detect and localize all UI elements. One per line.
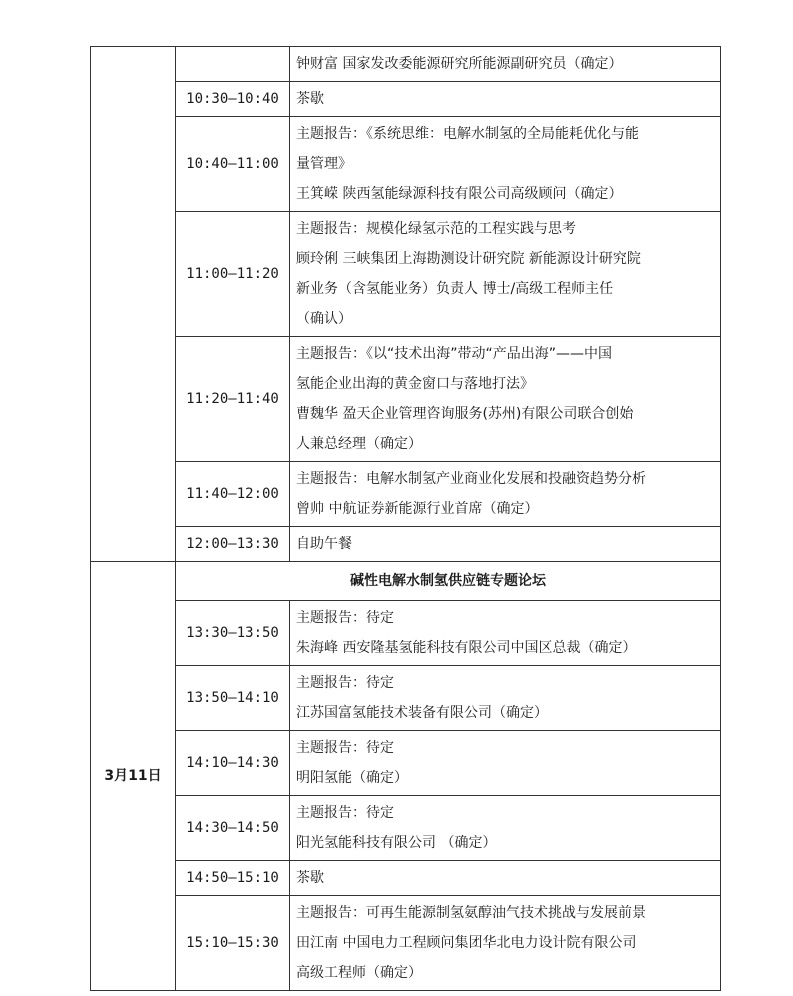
content-cell xyxy=(290,82,721,117)
content-line: 高级工程师（确定） xyxy=(296,965,422,981)
schedule-table xyxy=(90,46,721,991)
schedule-row xyxy=(91,666,721,731)
time-cell: 13:50—14:10 xyxy=(176,666,290,731)
content-line: 明阳氢能（确定） xyxy=(296,770,408,786)
content-line: 主题报告：待定 xyxy=(296,610,394,626)
time-cell: 10:40—11:00 xyxy=(176,117,290,212)
content-line: 顾玲俐 三峡集团上海勘测设计研究院 新能源设计研究院 xyxy=(296,251,641,267)
content-cell xyxy=(290,47,721,82)
time-cell: 10:30—10:40 xyxy=(176,82,290,117)
content-line: 量管理》 xyxy=(296,156,352,172)
content-cell xyxy=(290,896,721,991)
schedule-row xyxy=(91,212,721,337)
time-cell: 12:00—13:30 xyxy=(176,527,290,562)
schedule-row xyxy=(91,117,721,212)
content-line: 人兼总经理（确定） xyxy=(296,436,422,452)
content-cell xyxy=(290,666,721,731)
content-line: 江苏国富氢能技术装备有限公司（确定） xyxy=(296,705,548,721)
content-line: （确认） xyxy=(296,311,352,327)
time-cell: 15:10—15:30 xyxy=(176,896,290,991)
section-row xyxy=(91,562,721,601)
time-cell: 11:20—11:40 xyxy=(176,337,290,462)
content-line: 曾帅 中航证券新能源行业首席（确定） xyxy=(296,501,539,517)
time-cell: 13:30—13:50 xyxy=(176,601,290,666)
schedule-row xyxy=(91,731,721,796)
content-line: 阳光氢能科技有限公司 （确定） xyxy=(296,835,497,851)
content-line: 主题报告：可再生能源制氢氨醇油气技术挑战与发展前景 xyxy=(296,905,646,921)
schedule-row xyxy=(91,601,721,666)
time-cell: 11:40—12:00 xyxy=(176,462,290,527)
content-line: 主题报告：待定 xyxy=(296,740,394,756)
time-cell: 14:10—14:30 xyxy=(176,731,290,796)
content-line: 氢能企业出海的黄金窗口与落地打法》 xyxy=(296,376,534,392)
content-line: 新业务（含氢能业务）负责人 博士/高级工程师主任 xyxy=(296,281,614,297)
content-line: 钟财富 国家发改委能源研究所能源副研究员（确定） xyxy=(296,56,623,72)
content-line: 主题报告：规模化绿氢示范的工程实践与思考 xyxy=(296,221,576,237)
content-cell xyxy=(290,462,721,527)
content-cell xyxy=(290,117,721,212)
schedule-body xyxy=(91,47,721,991)
content-cell xyxy=(290,337,721,462)
schedule-row xyxy=(91,527,721,562)
schedule-row xyxy=(91,82,721,117)
time-cell: 14:50—15:10 xyxy=(176,861,290,896)
content-cell xyxy=(290,212,721,337)
schedule-row xyxy=(91,896,721,991)
schedule-row xyxy=(91,462,721,527)
content-line: 朱海峰 西安隆基氢能科技有限公司中国区总裁（确定） xyxy=(296,640,637,656)
time-cell: 14:30—14:50 xyxy=(176,796,290,861)
schedule-row xyxy=(91,796,721,861)
content-cell xyxy=(290,601,721,666)
content-line: 自助午餐 xyxy=(296,536,352,552)
content-line: 主题报告：《系统思维：电解水制氢的全局能耗优化与能 xyxy=(296,126,639,142)
content-line: 茶歇 xyxy=(296,91,324,107)
content-line: 主题报告：待定 xyxy=(296,805,394,821)
section-title: 碱性电解水制氢供应链专题论坛 xyxy=(176,562,721,601)
time-cell: 11:00—11:20 xyxy=(176,212,290,337)
content-line: 田江南 中国电力工程顾问集团华北电力设计院有限公司 xyxy=(296,935,637,951)
content-line: 主题报告：《以“技术出海”带动“产品出海”——中国 xyxy=(296,346,613,362)
content-cell xyxy=(290,796,721,861)
content-line: 曹魏华 盈天企业管理咨询服务(苏州)有限公司联合创始 xyxy=(296,406,634,422)
content-line: 茶歇 xyxy=(296,870,324,886)
content-line: 王箕嵘 陕西氢能绿源科技有限公司高级顾问（确定） xyxy=(296,186,623,202)
content-cell xyxy=(290,527,721,562)
time-cell xyxy=(176,47,290,82)
date-cell: 3月11日 xyxy=(91,562,176,991)
content-line: 主题报告：电解水制氢产业商业化发展和投融资趋势分析 xyxy=(296,471,646,487)
schedule-row xyxy=(91,47,721,82)
content-cell xyxy=(290,731,721,796)
schedule-row xyxy=(91,337,721,462)
schedule-row xyxy=(91,861,721,896)
content-cell xyxy=(290,861,721,896)
date-cell-blank xyxy=(91,47,176,562)
content-line: 主题报告：待定 xyxy=(296,675,394,691)
